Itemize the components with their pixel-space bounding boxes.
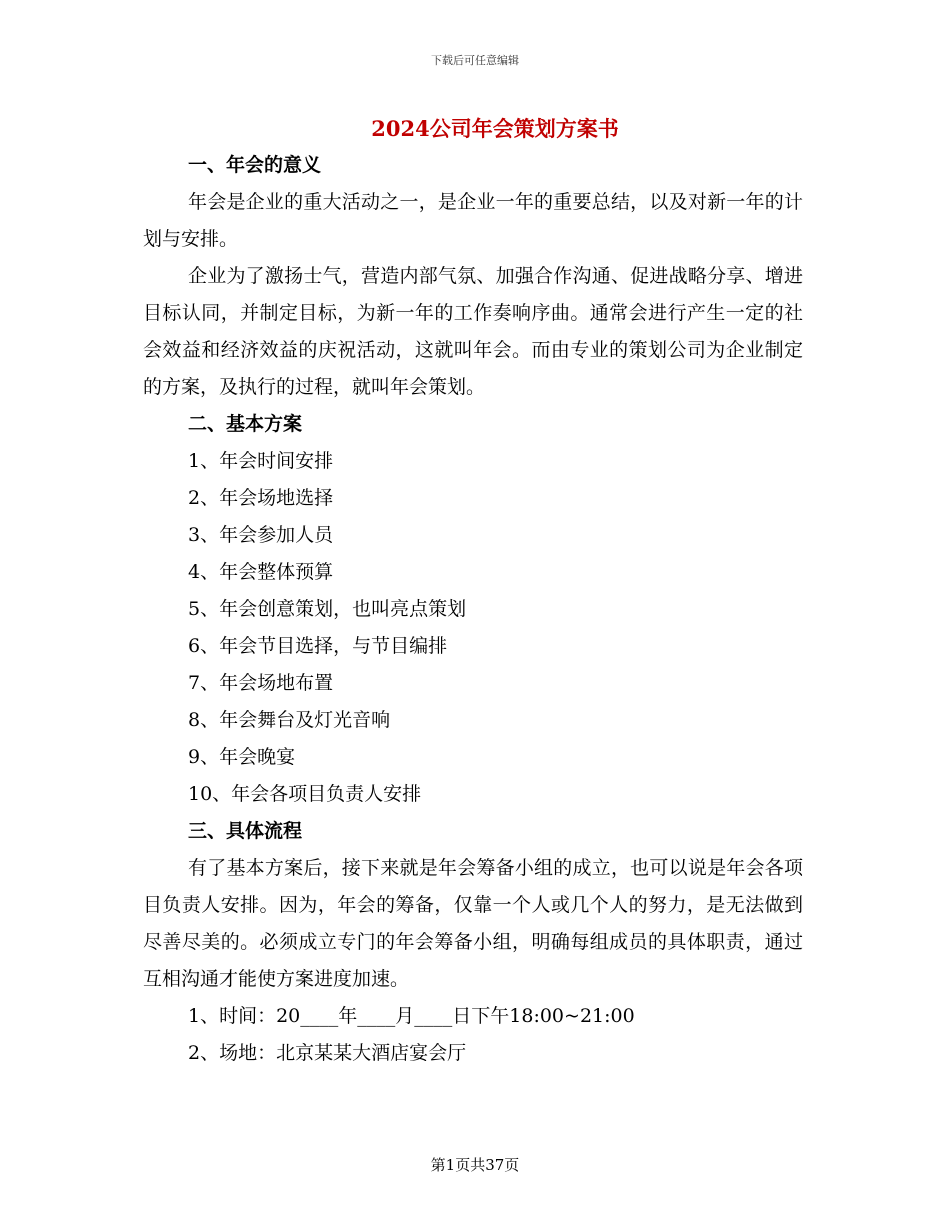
- header-note: 下载后可任意编辑: [431, 54, 519, 67]
- list-item: 9、年会晚宴: [188, 746, 296, 768]
- list-item: 1、时间：20____年____月____日下午18:00~21:00: [188, 1005, 635, 1027]
- document-body: [143, 147, 803, 1072]
- document-title: 2024公司年会策划方案书: [371, 116, 619, 141]
- paragraph: 企业为了激扬士气，营造内部气氛、加强合作沟通、促进战略分享、增进目标认同，并制定目标，为新一年的工作奏响序曲。通常会进行产生一定的社会效益和经济效益的庆祝活动，这就叫年会。而由专业的策划公司为企业制定的方案，及执行的过程，就叫年会策划。: [143, 265, 803, 398]
- section-heading-basic-plan: 二、基本方案: [188, 413, 303, 435]
- list-item: 3、年会参加人员: [188, 524, 334, 546]
- section-heading-meaning: 一、年会的意义: [188, 154, 322, 176]
- list-item: 2、年会场地选择: [188, 487, 334, 509]
- paragraph: 年会是企业的重大活动之一，是企业一年的重要总结，以及对新一年的计划与安排。: [143, 191, 803, 250]
- list-item: 10、年会各项目负责人安排: [188, 783, 422, 805]
- list-item: 2、场地：北京某某大酒店宴会厅: [188, 1042, 467, 1064]
- list-item: 8、年会舞台及灯光音响: [188, 709, 391, 731]
- list-item: 5、年会创意策划，也叫亮点策划: [188, 598, 467, 620]
- list-item: 6、年会节目选择，与节目编排: [188, 635, 448, 657]
- section-heading-process: 三、具体流程: [188, 820, 303, 842]
- list-item: 4、年会整体预算: [188, 561, 334, 583]
- list-item: 1、年会时间安排: [188, 450, 334, 472]
- page-number: 第1页共37页: [430, 1156, 520, 1174]
- paragraph: 有了基本方案后，接下来就是年会筹备小组的成立，也可以说是年会各项目负责人安排。因为，年会的筹备，仅靠一个人或几个人的努力，是无法做到尽善尽美的。必须成立专门的年会筹备小组，明确每组成员的具体职责，通过互相沟通才能使方案进度加速。: [143, 857, 803, 990]
- list-item: 7、年会场地布置: [188, 672, 334, 694]
